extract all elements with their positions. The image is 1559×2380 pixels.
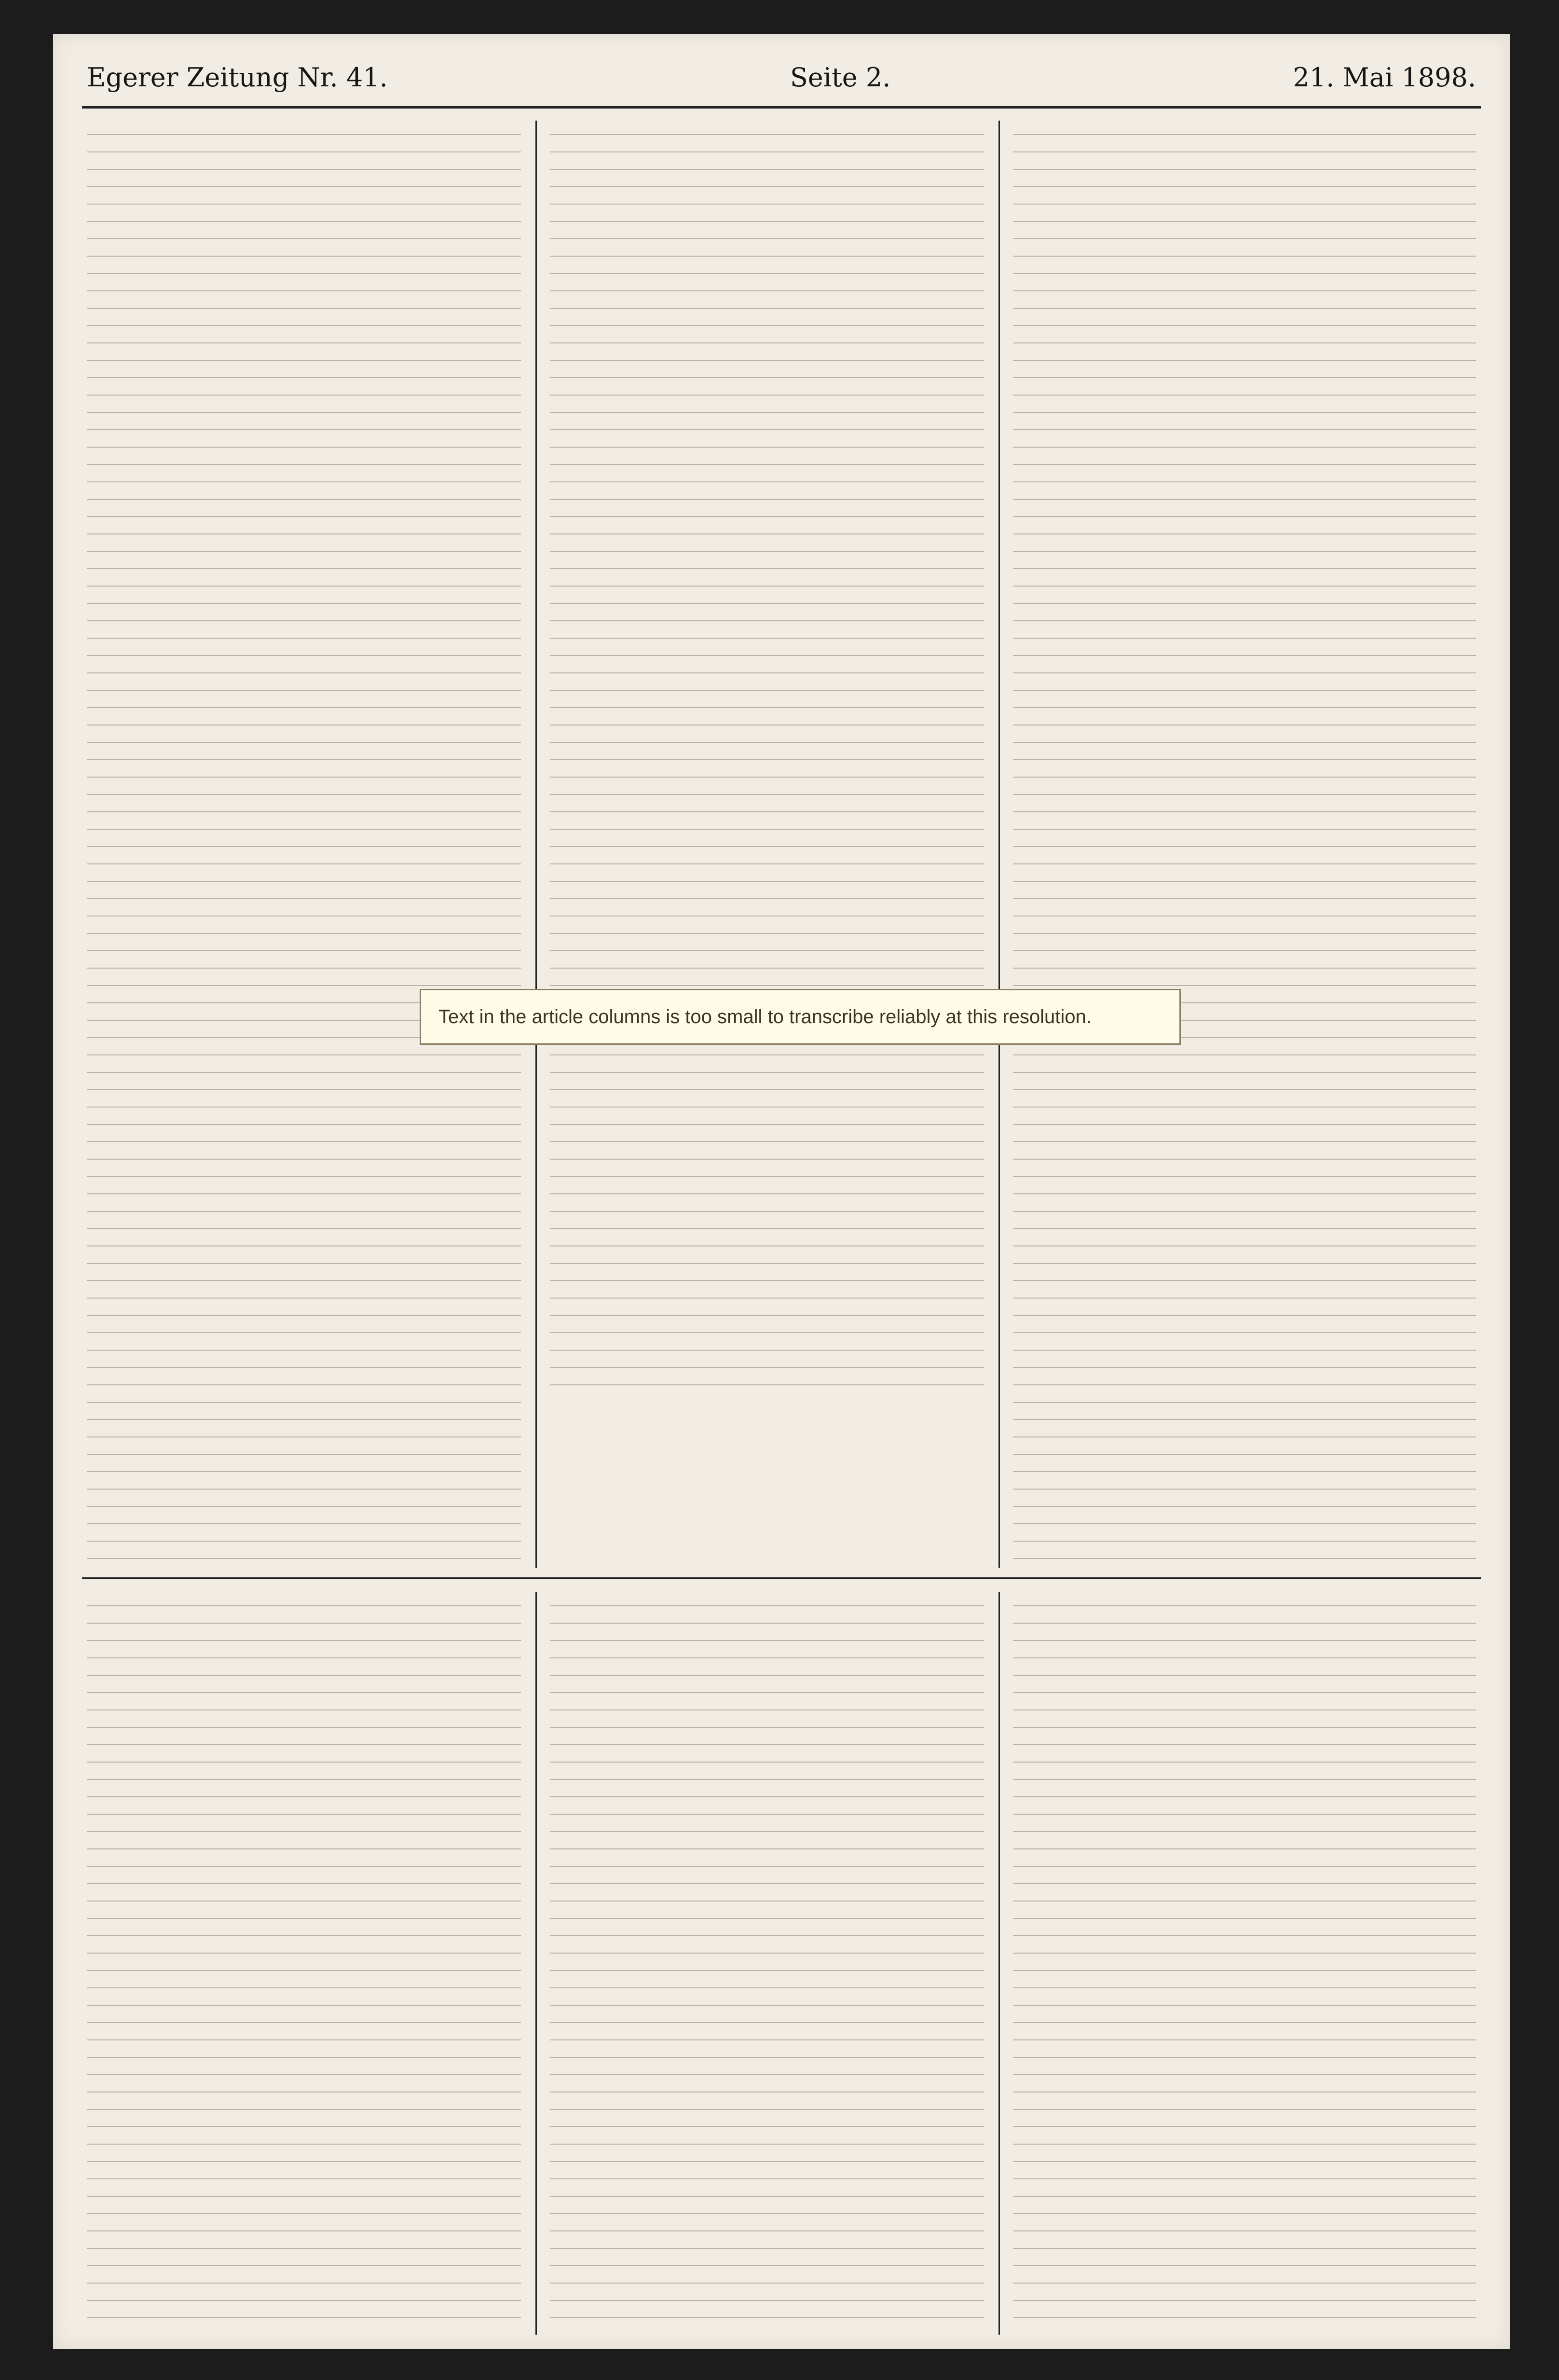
feuilleton-column-2 — [550, 1592, 984, 2335]
feuilleton-rule — [82, 1577, 1481, 1579]
paper-title: Egerer Zeitung Nr. 41. — [87, 62, 388, 93]
page-header — [53, 48, 1510, 106]
column-divider — [535, 121, 537, 1568]
feuilleton-column-1 — [87, 1592, 521, 2335]
column-divider — [998, 121, 1000, 1568]
article-column-3 — [1013, 121, 1476, 1568]
feuilleton-column-3 — [1013, 1592, 1476, 2335]
article-column-1 — [87, 121, 521, 1568]
column-divider — [998, 1592, 1000, 2335]
newspaper-page — [53, 34, 1510, 2349]
column-divider — [535, 1592, 537, 2335]
page-number: Seite 2. — [790, 62, 891, 93]
article-column-2 — [550, 121, 984, 1399]
legibility-note: Text in the article columns is too small to transcribe reliably at this resolution. — [420, 989, 1181, 1045]
issue-date: 21. Mai 1898. — [1293, 62, 1476, 93]
header-rule — [82, 106, 1481, 109]
